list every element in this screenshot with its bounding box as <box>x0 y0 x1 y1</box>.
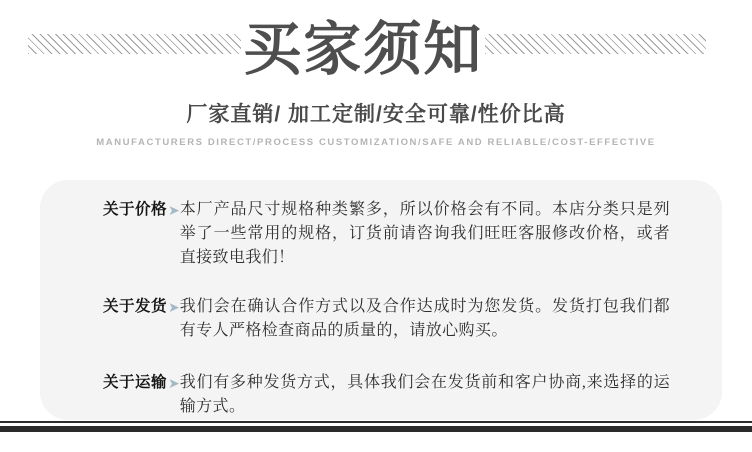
notice-box <box>40 180 722 420</box>
diagonal-stripes-right-decoration <box>485 34 706 54</box>
title-row <box>0 10 752 90</box>
subtitle-english-caption: MANUFACTURERS DIRECT/PROCESS CUSTOMIZATION/SAFE AND RELIABLE/COST-EFFECTIVE <box>96 137 656 148</box>
page-title: 买家须知 <box>243 17 484 82</box>
section-body-text: 本厂产品尺寸规格种类繁多，所以价格会有不同。本店分类只是列举了一些常用的规格，订货前请咨询我们旺旺客服修改价格，或者直接致电我们！ <box>179 201 670 266</box>
section-label: 关于价格 <box>103 201 168 218</box>
bottom-divider-thin <box>0 421 752 423</box>
section-heading <box>103 295 180 319</box>
arrow-right-icon: ➤ <box>168 299 180 315</box>
diagonal-stripes-left-decoration <box>28 34 241 54</box>
subtitle-selling-points: 厂家直销/ 加工定制/安全可靠/性价比高 <box>186 103 566 126</box>
notice-section-shipping <box>103 295 670 343</box>
section-label: 关于运输 <box>103 374 168 391</box>
arrow-right-icon: ➤ <box>168 375 180 391</box>
section-label: 关于发货 <box>103 298 168 315</box>
notice-section-price <box>103 198 670 270</box>
arrow-right-icon: ➤ <box>168 202 180 218</box>
bottom-divider-thick <box>0 426 752 432</box>
section-body-text: 我们会在确认合作方式以及合作达成时为您发货。发货打包我们都有专人严格检查商品的质量的，请放心购买。 <box>179 298 670 339</box>
section-body-text: 我们有多种发货方式，具体我们会在发货前和客户协商,来选择的运输方式。 <box>179 374 670 415</box>
section-heading <box>103 198 180 222</box>
section-heading <box>103 371 180 395</box>
notice-section-transport <box>103 371 670 419</box>
buyer-notice-banner <box>0 10 752 452</box>
